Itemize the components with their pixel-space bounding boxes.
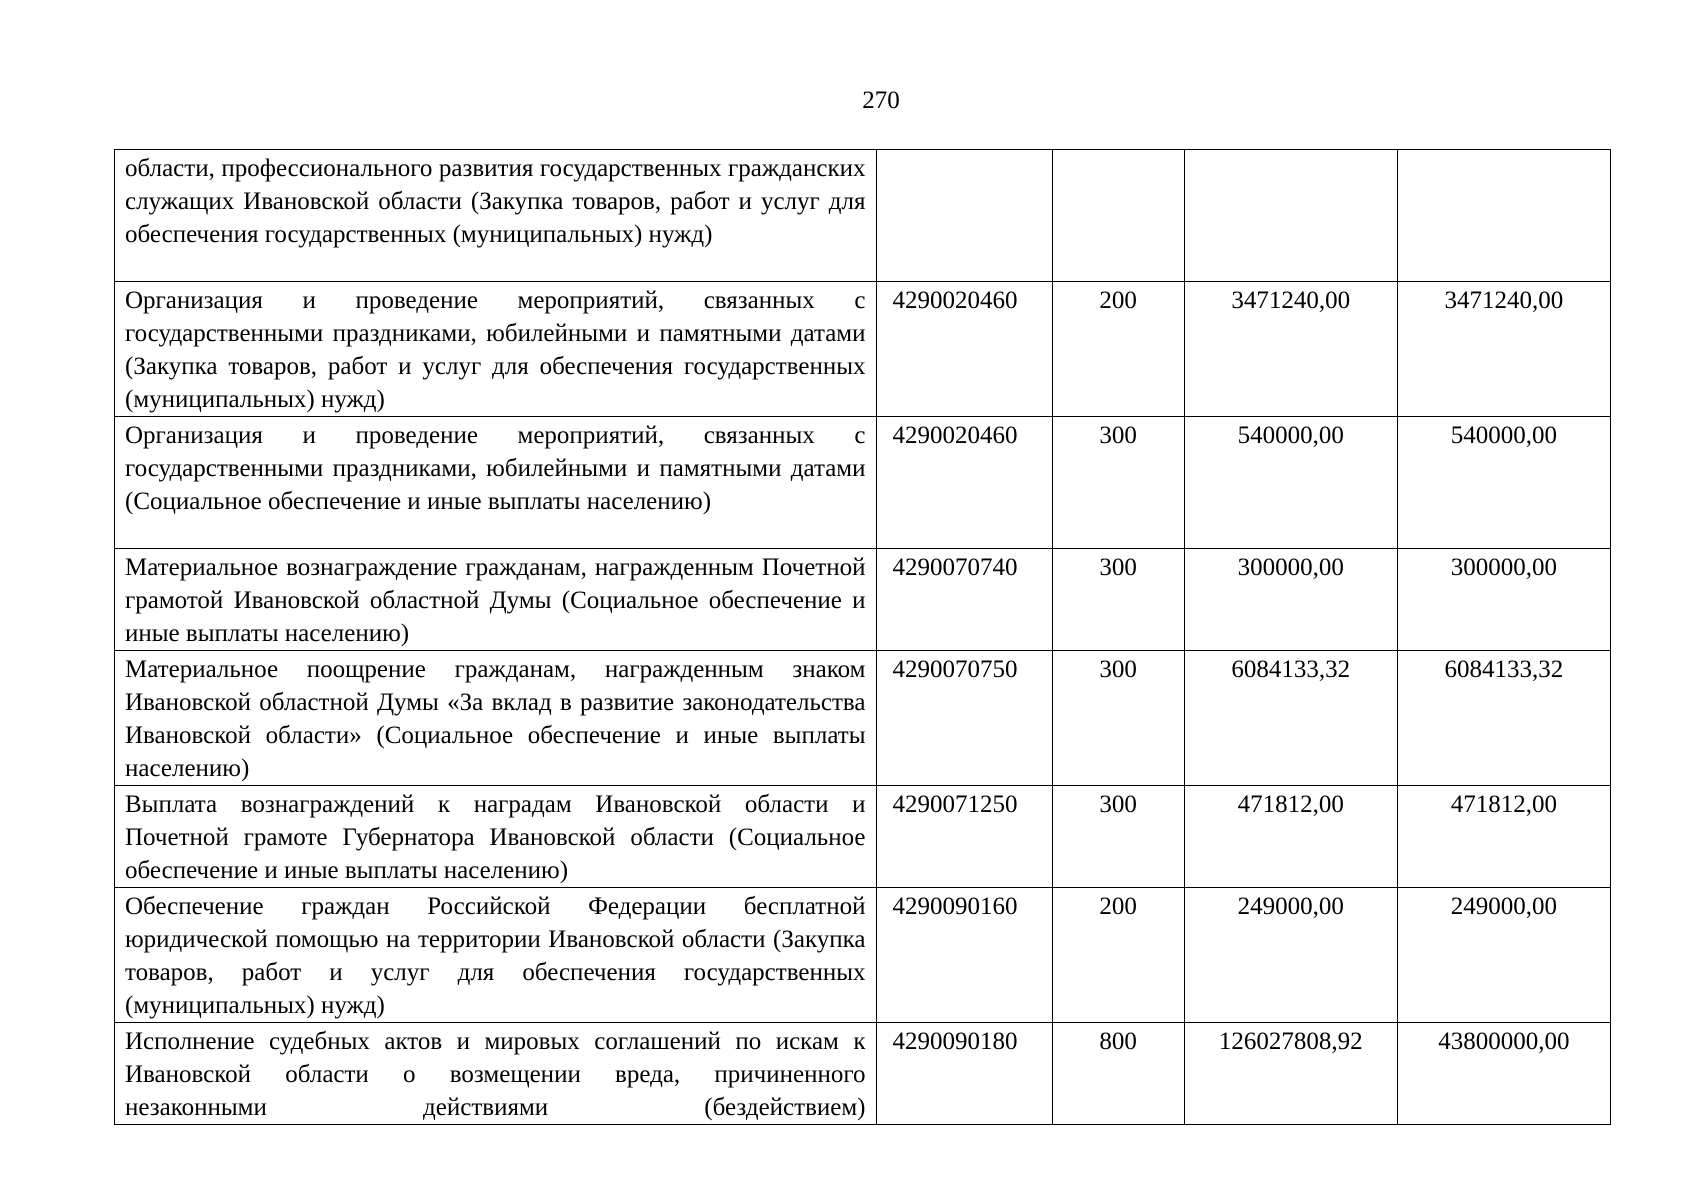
- amount-second-cell: 6084133,32: [1397, 651, 1610, 786]
- expense-type-cell: 300: [1052, 417, 1184, 549]
- amount-first-cell: [1184, 150, 1397, 282]
- target-article-code-cell: 4290070750: [876, 651, 1052, 786]
- amount-second-cell: [1397, 150, 1610, 282]
- amount-first-cell: 540000,00: [1184, 417, 1397, 549]
- expense-type-cell: 300: [1052, 651, 1184, 786]
- budget-table: [114, 149, 1611, 1125]
- table-row: [115, 651, 1611, 786]
- table-row: [115, 417, 1611, 549]
- amount-second-cell: 249000,00: [1397, 888, 1610, 1023]
- expense-name-cell: Материальное вознаграждение гражданам, награжденным Почетной грамотой Ивановской областной Думы (Социальное обеспечение и иные выплаты населению): [115, 549, 877, 651]
- table-row: [115, 888, 1611, 1023]
- table-row: [115, 1023, 1611, 1125]
- amount-second-cell: 3471240,00: [1397, 282, 1610, 417]
- amount-second-cell: 540000,00: [1397, 417, 1610, 549]
- expense-type-cell: 300: [1052, 786, 1184, 888]
- table-row: [115, 282, 1611, 417]
- amount-second-cell: 471812,00: [1397, 786, 1610, 888]
- expense-name-cell: Организация и проведение мероприятий, связанных с государственными праздниками, юбилейными и памятными датами (Социальное обеспечение и иные выплаты населению): [115, 417, 877, 549]
- page-number: 270: [862, 87, 900, 114]
- target-article-code-cell: [876, 150, 1052, 282]
- expense-type-cell: 200: [1052, 888, 1184, 1023]
- amount-first-cell: 300000,00: [1184, 549, 1397, 651]
- amount-first-cell: 471812,00: [1184, 786, 1397, 888]
- table-row: [115, 549, 1611, 651]
- expense-name-cell: Выплата вознаграждений к наградам Ивановской области и Почетной грамоте Губернатора Ивановской области (Социальное обеспечение и иные выплаты населению): [115, 786, 877, 888]
- expense-type-cell: [1052, 150, 1184, 282]
- expense-type-cell: 800: [1052, 1023, 1184, 1125]
- expense-type-cell: 200: [1052, 282, 1184, 417]
- target-article-code-cell: 4290071250: [876, 786, 1052, 888]
- amount-first-cell: 126027808,92: [1184, 1023, 1397, 1125]
- amount-first-cell: 249000,00: [1184, 888, 1397, 1023]
- expense-type-cell: 300: [1052, 549, 1184, 651]
- table-row: [115, 150, 1611, 282]
- expense-name-cell: области, профессионального развития государственных гражданских служащих Ивановской области (Закупка товаров, работ и услуг для обеспечения государственных (муниципальных) нужд): [115, 150, 877, 282]
- amount-first-cell: 6084133,32: [1184, 651, 1397, 786]
- target-article-code-cell: 4290020460: [876, 282, 1052, 417]
- amount-second-cell: 43800000,00: [1397, 1023, 1610, 1125]
- target-article-code-cell: 4290070740: [876, 549, 1052, 651]
- expense-name-cell: Организация и проведение мероприятий, связанных с государственными праздниками, юбилейными и памятными датами (Закупка товаров, работ и услуг для обеспечения государственных (муниципальных) нужд): [115, 282, 877, 417]
- expense-name-cell: Материальное поощрение гражданам, награжденным знаком Ивановской областной Думы «За вклад в развитие законодательства Ивановской области» (Социальное обеспечение и иные выплаты населению): [115, 651, 877, 786]
- expense-name-cell: Обеспечение граждан Российской Федерации бесплатной юридической помощью на территории Ивановской области (Закупка товаров, работ и услуг для обеспечения государственных (муниципальных) нужд): [115, 888, 877, 1023]
- amount-second-cell: 300000,00: [1397, 549, 1610, 651]
- table-row: [115, 786, 1611, 888]
- target-article-code-cell: 4290090180: [876, 1023, 1052, 1125]
- amount-first-cell: 3471240,00: [1184, 282, 1397, 417]
- target-article-code-cell: 4290020460: [876, 417, 1052, 549]
- expense-name-cell: Исполнение судебных актов и мировых соглашений по искам к Ивановской области о возмещении вреда, причиненного незаконными действиями (бездействием): [115, 1023, 877, 1125]
- target-article-code-cell: 4290090160: [876, 888, 1052, 1023]
